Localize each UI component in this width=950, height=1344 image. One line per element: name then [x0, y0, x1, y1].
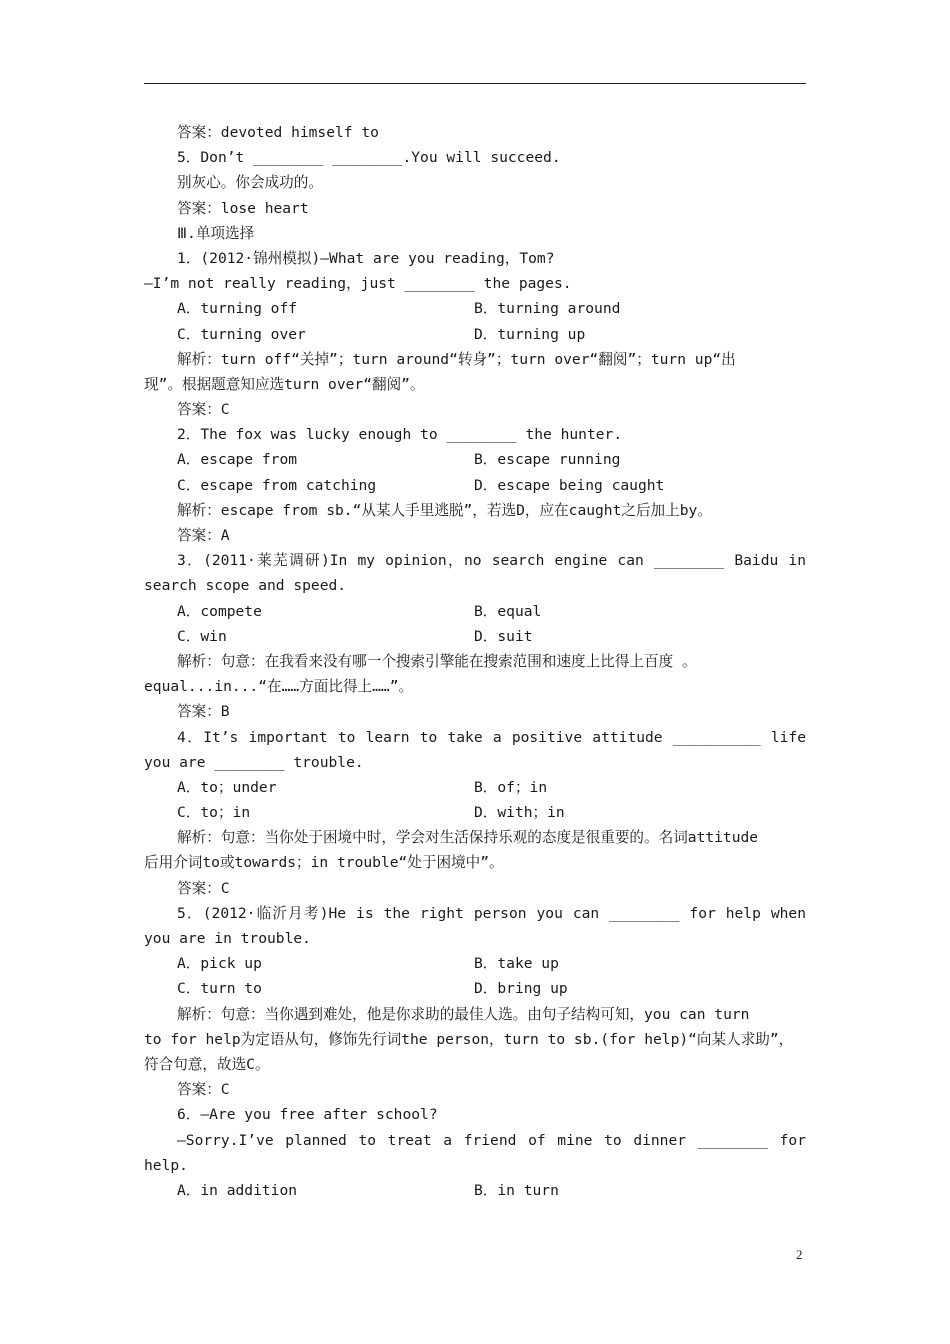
question-line: 4．It’s important to learn to take a positive attitude __________ life	[177, 728, 806, 746]
answer-line: 答案：lose heart	[177, 199, 309, 217]
analysis-line: 解析：句意：当你处于困境中时，学会对生活保持乐观的态度是很重要的。名词attitude	[177, 829, 759, 847]
option-a: A．escape from	[177, 451, 298, 469]
answer-line: 答案：devoted himself to	[177, 124, 379, 141]
option-b: B．take up	[474, 955, 559, 973]
option-b: B．escape running	[474, 451, 621, 469]
analysis-line: to for help为定语从句，修饰先行词the person，turn to sb.(for help)“向某人求助”，	[144, 1030, 794, 1048]
option-c: C．win	[177, 627, 227, 645]
analysis-line: equal...in...“在……方面比得上……”。	[144, 678, 414, 696]
option-c: C．escape from catching	[177, 476, 377, 494]
analysis-line: 后用介词to或towards；in trouble“处于困境中”。	[144, 854, 504, 872]
analysis-line: 现”。根据题意知应选turn over“翻阅”。	[144, 375, 425, 393]
option-a: A．turning off	[177, 300, 298, 318]
option-row	[144, 447, 806, 472]
option-row	[144, 473, 806, 498]
option-d: D．with；in	[474, 804, 565, 822]
answer-line: 答案：C	[177, 879, 230, 897]
option-row	[144, 1178, 806, 1203]
question-line: search scope and speed.	[144, 577, 347, 595]
option-b: B．of；in	[474, 778, 548, 796]
document-body	[144, 120, 806, 1203]
analysis-line: 解析：句意：在我看来没有哪一个搜索引擎能在搜索范围和速度上比得上百度 。	[177, 652, 697, 670]
option-row	[144, 976, 806, 1001]
option-row	[144, 775, 806, 800]
option-b: B．equal	[474, 602, 542, 620]
option-a: A．pick up	[177, 955, 262, 973]
option-a: A．compete	[177, 602, 262, 620]
option-c: C．to；in	[177, 804, 251, 822]
question-line: 2．The fox was lucky enough to ________ the hunter.	[177, 426, 623, 444]
option-b: B．in turn	[474, 1181, 559, 1199]
question-line: 6．—Are you free after school?	[177, 1106, 438, 1124]
analysis-line: 解析：turn off“关掉”；turn around“转身”；turn over“翻阅”；turn up“出	[177, 350, 736, 368]
option-a: A．to；under	[177, 778, 277, 796]
question-line: you are ________ trouble.	[144, 753, 364, 771]
analysis-line: 符合句意，故选C。	[144, 1055, 270, 1073]
answer-line: 答案：C	[177, 401, 230, 419]
option-d: D．escape being caught	[474, 476, 665, 494]
answer-line: 答案：B	[177, 703, 230, 721]
question-line: —Sorry.I’ve planned to treat a friend of mine to dinner ________ for	[177, 1131, 806, 1149]
question-line: 5．Don’t ________ ________.You will succeed.	[177, 149, 561, 167]
header-rule	[144, 83, 806, 84]
option-d: D．bring up	[474, 980, 568, 998]
question-line: you are in trouble.	[144, 930, 311, 947]
translation-line: 别灰心。你会成功的。	[177, 174, 323, 192]
option-c: C．turn to	[177, 980, 262, 998]
question-line: —I’m not really reading，just ________ the pages.	[144, 275, 572, 293]
option-row	[144, 624, 806, 649]
answer-line: 答案：C	[177, 1081, 230, 1099]
option-a: A．in addition	[177, 1181, 298, 1199]
option-row	[144, 800, 806, 825]
option-d: D．suit	[474, 627, 533, 645]
page-number: 2	[796, 1247, 803, 1262]
question-line: 1．(2012·锦州模拟)—What are you reading，Tom?	[177, 249, 555, 267]
question-line: help.	[144, 1156, 188, 1174]
option-d: D．turning up	[474, 325, 586, 343]
answer-line: 答案：A	[177, 527, 230, 544]
option-row	[144, 951, 806, 976]
analysis-line: 解析：escape from sb.“从某人手里逃脱”，若选D，应在caught之后加上by。	[177, 501, 712, 519]
option-row	[144, 322, 806, 347]
analysis-line: 解析：句意：当你遇到难处，他是你求助的最佳人选。由句子结构可知，you can turn	[177, 1005, 750, 1023]
section-heading: Ⅲ.单项选择	[177, 224, 255, 242]
question-line: 3．(2011·莱芜调研)In my opinion，no search engine can ________ Baidu in	[177, 552, 806, 570]
option-c: C．turning over	[177, 325, 306, 343]
question-line: 5．(2012·临沂月考)He is the right person you can ________ for help when	[177, 904, 806, 922]
option-row	[144, 599, 806, 624]
option-b: B．turning around	[474, 300, 621, 318]
option-row	[144, 296, 806, 321]
